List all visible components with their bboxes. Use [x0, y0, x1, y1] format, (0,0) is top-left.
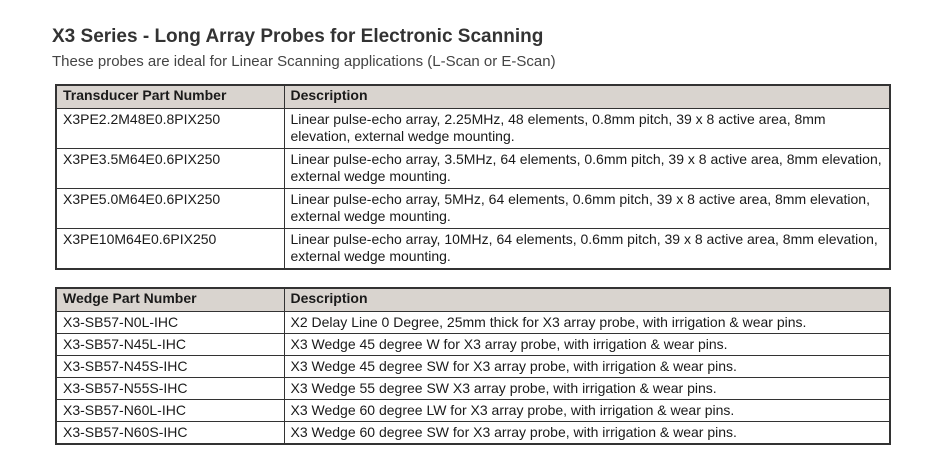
table-row: [56, 400, 890, 422]
description-cell: X3 Wedge 55 degree SW X3 array probe, with irrigation & wear pins.: [284, 378, 890, 400]
table-row: [56, 109, 890, 149]
column-header-description: Description: [284, 288, 890, 312]
part-number-cell: X3PE10M64E0.6PIX250: [56, 229, 284, 270]
part-number-cell: X3PE3.5M64E0.6PIX250: [56, 149, 284, 189]
table-row: [56, 422, 890, 445]
table-row: [56, 356, 890, 378]
description-cell: X3 Wedge 60 degree LW for X3 array probe, with irrigation & wear pins.: [284, 400, 890, 422]
description-cell: X3 Wedge 45 degree SW for X3 array probe, with irrigation & wear pins.: [284, 356, 890, 378]
column-header-part-number: Transducer Part Number: [56, 85, 284, 109]
description-cell: Linear pulse-echo array, 5MHz, 64 elements, 0.6mm pitch, 39 x 8 active area, 8mm elevation, external wedge mounting.: [284, 189, 890, 229]
description-cell: X3 Wedge 60 degree SW for X3 array probe, with irrigation & wear pins.: [284, 422, 890, 445]
table-row: [56, 229, 890, 270]
part-number-cell: X3-SB57-N45S-IHC: [56, 356, 284, 378]
part-number-cell: X3-SB57-N55S-IHC: [56, 378, 284, 400]
table-row: [56, 334, 890, 356]
part-number-cell: X3-SB57-N0L-IHC: [56, 312, 284, 334]
description-cell: X2 Delay Line 0 Degree, 25mm thick for X3 array probe, with irrigation & wear pins.: [284, 312, 890, 334]
column-header-description: Description: [284, 85, 890, 109]
table-header-row: [56, 288, 890, 312]
part-number-cell: X3PE5.0M64E0.6PIX250: [56, 189, 284, 229]
part-number-cell: X3-SB57-N60S-IHC: [56, 422, 284, 445]
table-row: [56, 149, 890, 189]
page-title: X3 Series - Long Array Probes for Electronic Scanning: [52, 26, 544, 47]
page-subtitle: These probes are ideal for Linear Scanning applications (L-Scan or E-Scan): [52, 53, 556, 70]
table-header-row: [56, 85, 890, 109]
part-number-cell: X3-SB57-N60L-IHC: [56, 400, 284, 422]
table-row: [56, 189, 890, 229]
transducer-table: [55, 84, 891, 270]
part-number-cell: X3-SB57-N45L-IHC: [56, 334, 284, 356]
table-row: [56, 378, 890, 400]
description-cell: Linear pulse-echo array, 2.25MHz, 48 elements, 0.8mm pitch, 39 x 8 active area, 8mm elevation, external wedge mounting.: [284, 109, 890, 149]
column-header-part-number: Wedge Part Number: [56, 288, 284, 312]
table-row: [56, 312, 890, 334]
description-cell: Linear pulse-echo array, 10MHz, 64 elements, 0.6mm pitch, 39 x 8 active area, 8mm elevation, external wedge mounting.: [284, 229, 890, 270]
description-cell: X3 Wedge 45 degree W for X3 array probe, with irrigation & wear pins.: [284, 334, 890, 356]
wedge-table: [55, 287, 891, 445]
description-cell: Linear pulse-echo array, 3.5MHz, 64 elements, 0.6mm pitch, 39 x 8 active area, 8mm elevation, external wedge mounting.: [284, 149, 890, 189]
part-number-cell: X3PE2.2M48E0.8PIX250: [56, 109, 284, 149]
